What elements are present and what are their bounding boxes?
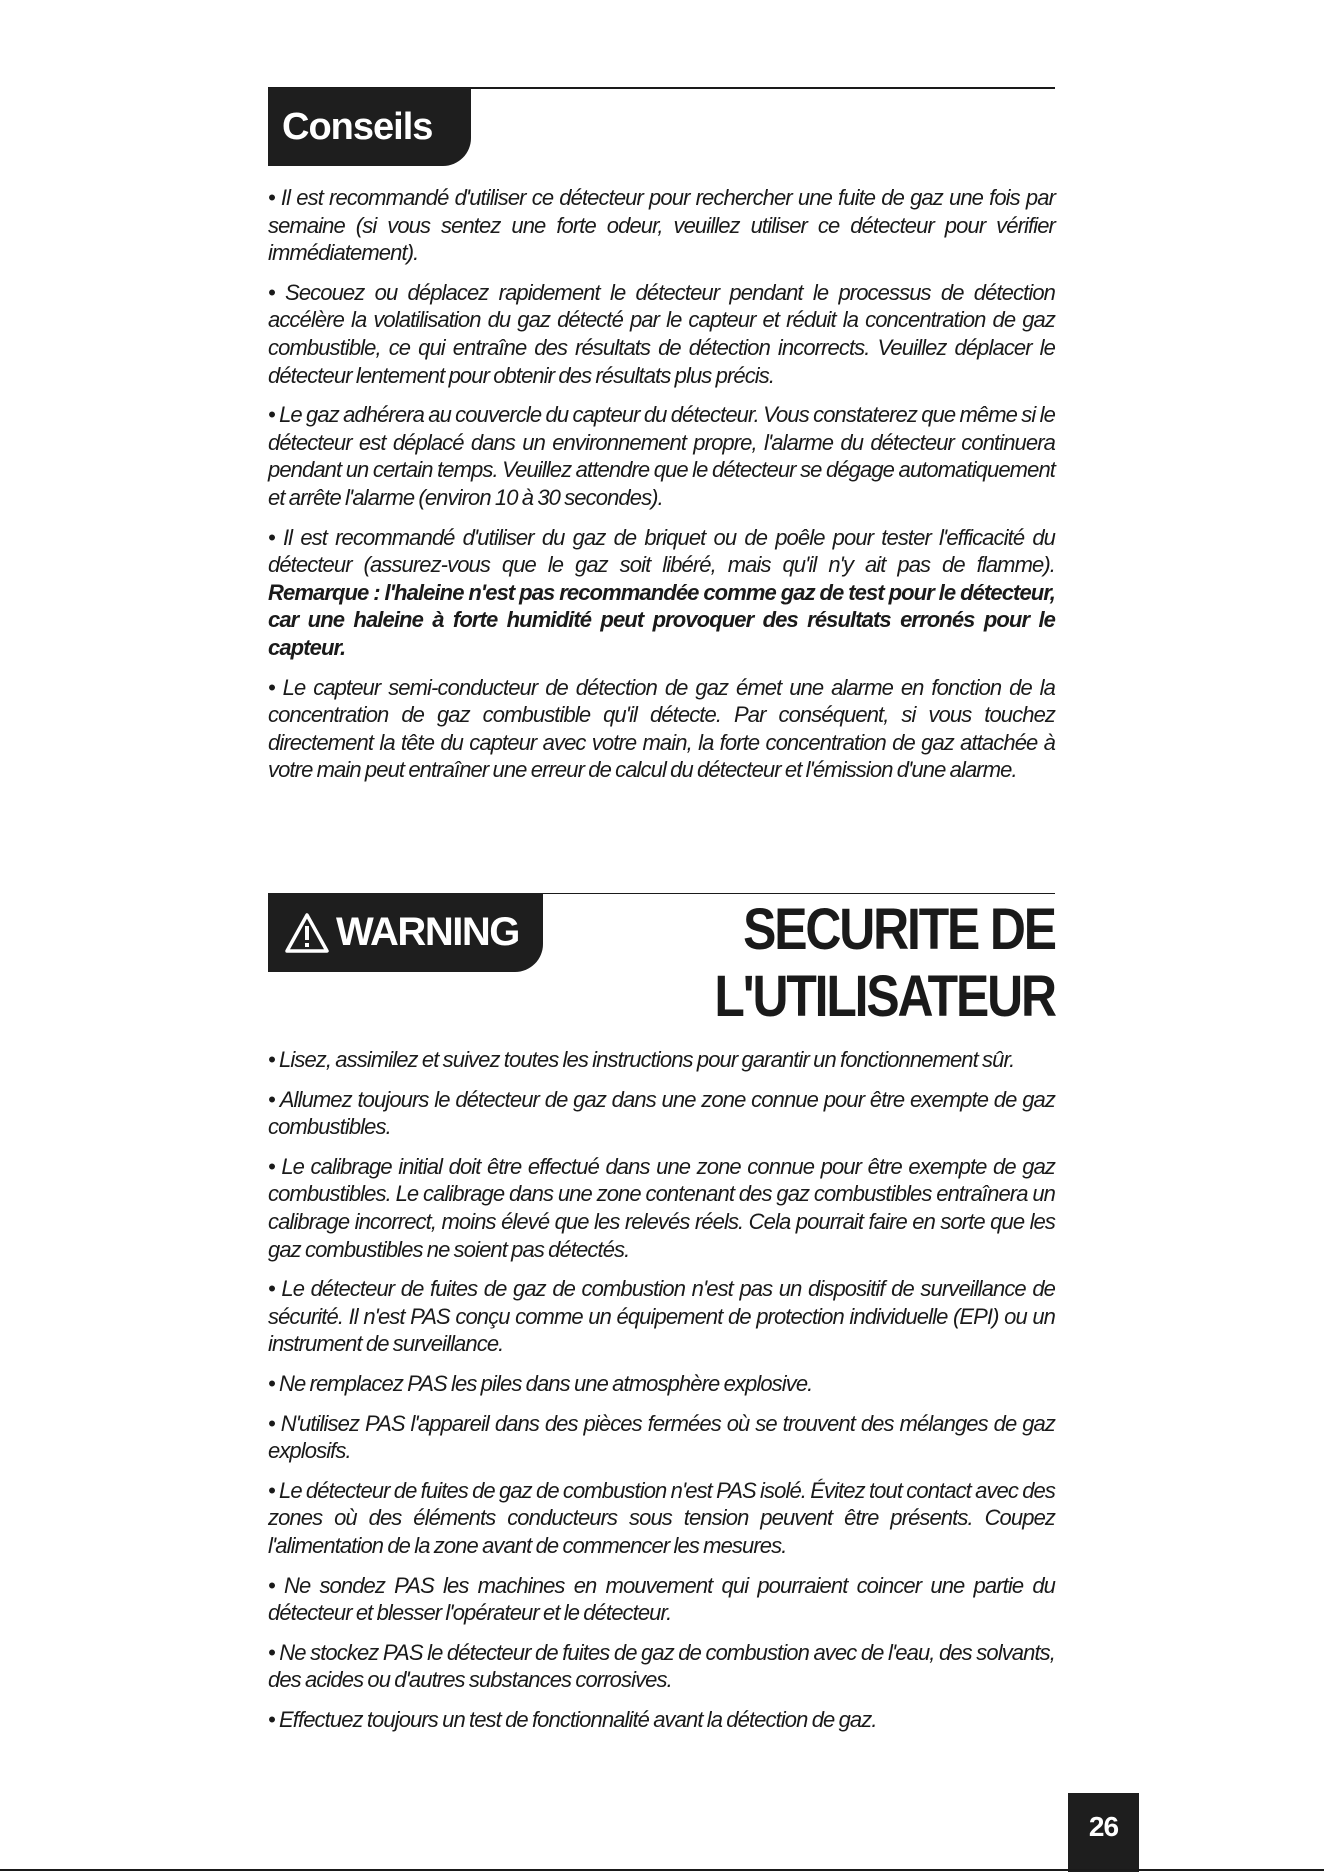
conseils-heading: Conseils	[282, 105, 433, 148]
warning-heading-tab	[268, 893, 543, 972]
warning-label: WARNING	[336, 910, 519, 954]
conseils-paragraph-4	[268, 524, 1055, 662]
conseils-remark: Remarque : l'haleine n'est pas recommandée comme gaz de test pour le détecteur, car une haleine à forte humidité peut provoquer des résultats erronés pour le capteur.	[268, 579, 1055, 660]
page-title-line-1: SECURITE DE	[743, 897, 1055, 962]
conseils-paragraph-4-text: • Il est recommandé d'utiliser du gaz de briquet ou de poêle pour tester l'efficacité du détecteur (assurez-vous que le gaz soit libéré, mais qu'il n'y ait pas de flamme).	[268, 524, 1055, 578]
warning-paragraph-1: • Lisez, assimilez et suivez toutes les instructions pour garantir un fonctionnement sûr.	[268, 1047, 1015, 1072]
page-title	[715, 896, 1055, 1030]
warning-paragraph-6: • N'utilisez PAS l'appareil dans des pièces fermées où se trouvent des mélanges de gaz explosifs.	[268, 1410, 1055, 1464]
warning-paragraph-8: • Ne sondez PAS les machines en mouvement qui pourraient coincer une partie du détecteur et blesser l'opérateur et le détecteur.	[268, 1572, 1055, 1626]
conseils-paragraph-3: • Le gaz adhérera au couvercle du capteur du détecteur. Vous constaterez que même si le détecteur est déplacé dans un environnement propre, l'alarme du détecteur continuera pendant un certain temps. Veuillez attendre que le détecteur se dégage automatiquement et arrête l'alarme (environ 10 à 30 secondes).	[268, 402, 1055, 510]
warning-body	[268, 1046, 1055, 1745]
warning-paragraph-3: • Le calibrage initial doit être effectué dans une zone connue pour être exempte de gaz combustibles. Le calibrage dans une zone contenant des gaz combustibles entraînera un calibrage incorrect, moins élevé que les relevés réels. Cela pourrait faire en sorte que les gaz combustibles ne soient pas détectés.	[268, 1153, 1055, 1262]
page-number-tab	[1068, 1793, 1139, 1872]
page-number: 26	[1088, 1811, 1119, 1842]
bottom-rule	[0, 1869, 1324, 1871]
warning-paragraph-2: • Allumez toujours le détecteur de gaz dans une zone connue pour être exempte de gaz combustibles.	[268, 1086, 1055, 1140]
warning-paragraph-4: • Le détecteur de fuites de gaz de combustion n'est pas un dispositif de surveillance de sécurité. Il n'est PAS conçu comme un équipement de protection individuelle (EPI) ou un instrument de surveillance.	[268, 1276, 1055, 1357]
warning-paragraph-7: • Le détecteur de fuites de gaz de combustion n'est PAS isolé. Évitez tout contact avec des zones où des éléments conducteurs sous tension peuvent être présents. Coupez l'alimentation de la zone avant de commencer les mesures.	[268, 1477, 1055, 1558]
page-title-line-2: L'UTILISATEUR	[714, 964, 1055, 1029]
conseils-paragraph-2: • Secouez ou déplacez rapidement le détecteur pendant le processus de détection accélère la volatilisation du gaz détecté par le capteur et réduit la concentration de gaz combustible, ce qui entraîne des résultats de détection incorrects. Veuillez déplacer le détecteur lentement pour obtenir des résultats plus précis.	[268, 279, 1055, 388]
warning-paragraph-9: • Ne stockez PAS le détecteur de fuites de gaz de combustion avec de l'eau, des solvants, des acides ou d'autres substances corrosives.	[268, 1639, 1055, 1693]
conseils-paragraph-5: • Le capteur semi-conducteur de détection de gaz émet une alarme en fonction de la concentration de gaz combustible qu'il détecte. Par conséquent, si vous touchez directement la tête du capteur avec votre main, la forte concentration de gaz attachée à votre main peut entraîner une erreur de calcul du détecteur et l'émission d'une alarme.	[268, 674, 1055, 783]
warning-triangle-icon	[284, 912, 330, 954]
warning-paragraph-10: • Effectuez toujours un test de fonctionnalité avant la détection de gaz.	[268, 1706, 877, 1732]
conseils-heading-tab	[268, 88, 471, 166]
warning-paragraph-5: • Ne remplacez PAS les piles dans une atmosphère explosive.	[268, 1370, 813, 1396]
conseils-body	[268, 184, 1055, 796]
conseils-paragraph-1: • Il est recommandé d'utiliser ce détecteur pour rechercher une fuite de gaz une fois par semaine (si vous sentez une forte odeur, veuillez utiliser ce détecteur pour vérifier immédiatement).	[268, 185, 1055, 266]
